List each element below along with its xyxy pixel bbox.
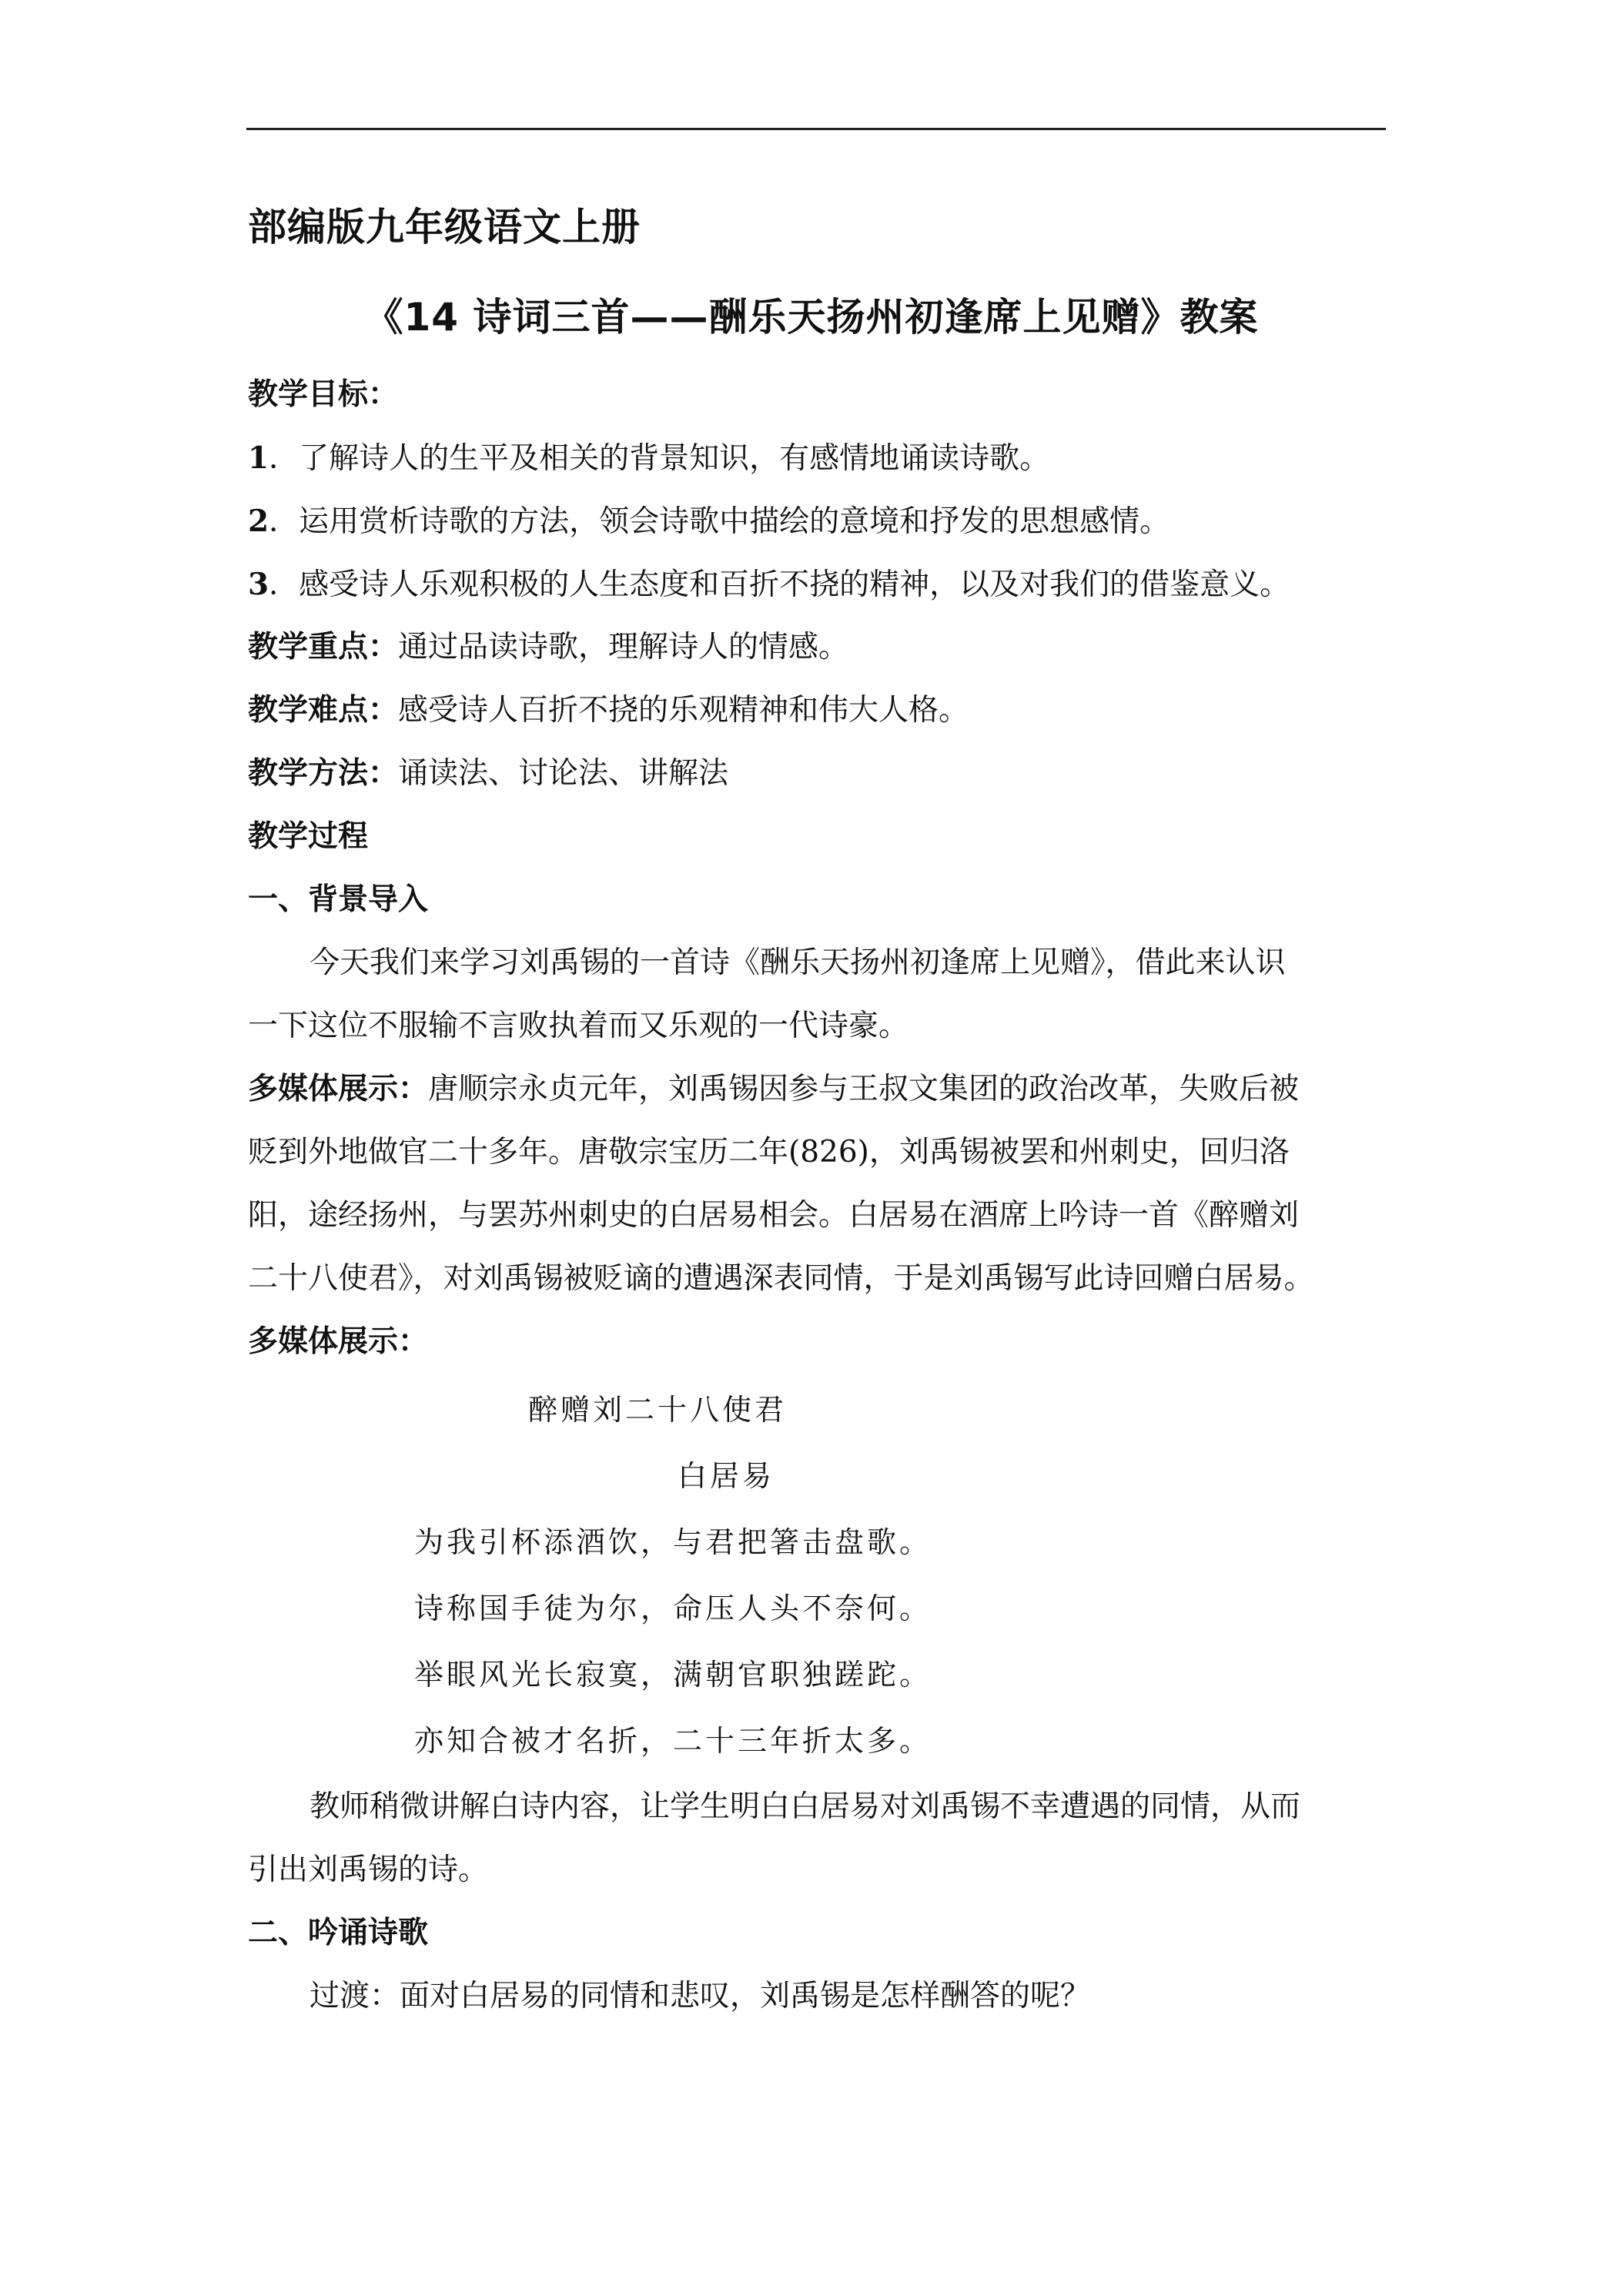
- process-heading: 教学过程: [248, 819, 369, 854]
- media1-label: 多媒体展示：: [248, 1072, 429, 1106]
- document-title-line2: 《14 诗词三首——酬乐天扬州初逢席上见赠》教案: [364, 295, 1259, 340]
- explain-line-2: 引出刘禹锡的诗。: [248, 1853, 489, 1887]
- difficulty-label: 教学难点：: [248, 693, 399, 728]
- objective-text: ．了解诗人的生平及相关的背景知识，有感情地诵读诗歌。: [269, 441, 1050, 476]
- media1-line-2: 贬到外地做官二十多年。唐敬宗宝历二年(826)，刘禹锡被罢和州刺史，回归洛: [248, 1135, 1290, 1170]
- difficulty: [248, 691, 969, 730]
- explain-line-1: 教师稍微讲解白诗内容，让学生明白白居易对刘禹锡不幸遭遇的同情，从而: [310, 1789, 1301, 1824]
- method-label: 教学方法：: [248, 756, 399, 791]
- objective-item-3: [248, 565, 1290, 604]
- media1-text: 唐顺宗永贞元年，刘禹锡因参与王叔文集团的政治改革，失败后被: [428, 1072, 1300, 1106]
- objective-item-2: [248, 502, 1170, 541]
- key-point-label: 教学重点：: [248, 630, 399, 664]
- header-rule: [246, 128, 1386, 130]
- objectives-heading: 教学目标：: [248, 377, 399, 412]
- poem-line-2: 诗称国手徒为尔，命压人头不奈何。: [414, 1591, 932, 1625]
- intro-line-2: 一下这位不服输不言败执着而又乐观的一代诗豪。: [248, 1009, 909, 1043]
- poem-line-3: 举眼风光长寂寞，满朝官职独蹉跎。: [414, 1658, 932, 1692]
- document-title-line1: 部编版九年级语文上册: [248, 205, 641, 249]
- objective-text: ．运用赏析诗歌的方法，领会诗歌中描绘的意境和抒发的思想感情。: [269, 504, 1170, 539]
- difficulty-text: 感受诗人百折不挠的乐观精神和伟大人格。: [398, 693, 969, 728]
- section2-heading: 二、吟诵诗歌: [248, 1916, 429, 1950]
- media2-label: 多媒体展示：: [248, 1324, 429, 1359]
- objective-number: 1: [248, 440, 269, 476]
- poem-author: 白居易: [678, 1459, 775, 1493]
- teaching-method: [248, 755, 728, 793]
- objective-number: 3: [248, 567, 269, 602]
- poem-line-4: 亦知合被才名折，二十三年折太多。: [414, 1724, 932, 1758]
- transition-text: 过渡：面对白居易的同情和悲叹，刘禹锡是怎样酬答的呢？: [310, 1979, 1091, 2013]
- key-point: [248, 628, 848, 667]
- poem-title: 醉赠刘二十八使君: [528, 1393, 788, 1427]
- objective-item-1: [248, 439, 1049, 478]
- method-text: 诵读法、讨论法、讲解法: [398, 756, 729, 791]
- intro-line-1: 今天我们来学习刘禹锡的一首诗《酬乐天扬州初逢席上见赠》，借此来认识: [310, 946, 1286, 980]
- objective-number: 2: [248, 504, 269, 539]
- poem-line-1: 为我引杯添酒饮，与君把箸击盘歌。: [414, 1525, 932, 1559]
- section1-heading: 一、背景导入: [248, 882, 429, 917]
- media1-line-3: 阳，途经扬州，与罢苏州刺史的白居易相会。白居易在酒席上吟诗一首《醉赠刘: [248, 1198, 1300, 1233]
- media1-line-1: [248, 1070, 1299, 1109]
- media1-line-4: 二十八使君》，对刘禹锡被贬谪的遭遇深表同情，于是刘禹锡写此诗回赠白居易。: [248, 1261, 1314, 1296]
- objective-text: ．感受诗人乐观积极的人生态度和百折不挠的精神，以及对我们的借鉴意义。: [269, 567, 1290, 602]
- key-point-text: 通过品读诗歌，理解诗人的情感。: [398, 630, 849, 664]
